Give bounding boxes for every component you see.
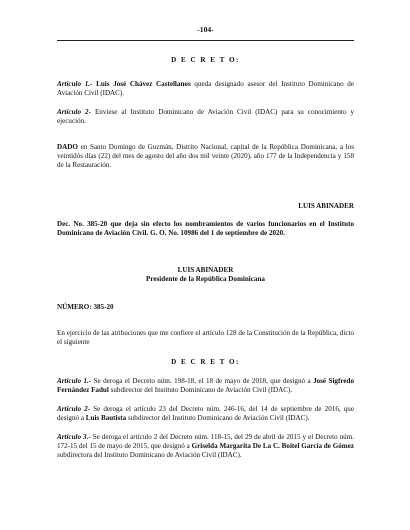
decree-summary: Dec. No. 385-20 que deja sin efecto los nombramientos de varios funcionarios en el Instituto Dominicano de Aviación Civil. G. O. No. 10986 del 1 de septiembre de 2020.	[57, 220, 354, 237]
decree-heading-2: D E C R E T O:	[171, 358, 240, 366]
signature: LUIS ABINADER	[298, 202, 354, 210]
article-text: queda designado asesor del Instituto Dominicano de Aviación Civil (IDAC).	[57, 80, 354, 97]
article-text: Se deroga el Decreto núm. 198-18, el 18 de mayo de 2018, que designó a	[93, 377, 311, 385]
dado-paragraph	[57, 143, 354, 170]
article-text: - Se deroga el artículo 23 del Decreto núm. 246-16, del 14 de septiembre de 2016, que designó a	[57, 405, 355, 422]
article-label: Artículo 2	[57, 108, 89, 116]
article-label: Artículo 1.-	[57, 377, 92, 385]
president-name: LUIS ABINADER	[177, 266, 234, 274]
article-text: - Envíese al Instituto Dominicano de Aviación Civil (IDAC) para su conocimiento y ejecución.	[57, 108, 355, 125]
appointee-name: Luis Bautista	[85, 414, 127, 422]
dado-text: en Santo Domingo de Guzmán, Distrito Nacional, capital de la República Dominicana, a los veintidós días (22) del mes de agosto del año dos mil veinte (2020), año 177 de la Independencia y 158 de la Restauración.	[57, 143, 354, 169]
page-number: -104-	[197, 25, 214, 34]
dado-label: DADO	[57, 143, 78, 151]
article-text: subdirector del Instituto Dominicano de Aviación Civil (IDAC).	[127, 414, 310, 422]
article-3-paragraph-2	[57, 433, 354, 460]
article-1-paragraph-2	[57, 377, 354, 395]
article-label: Artículo 1.-	[57, 80, 93, 88]
header-rule	[57, 40, 354, 41]
decree-heading: D E C R E T O:	[171, 56, 240, 64]
decree-number: NÚMERO: 385-20	[57, 303, 114, 311]
appointee-name: José Sigfredo Fernández Fadul	[57, 377, 354, 394]
preamble: En ejercicio de las atribuciones que me confiere el artículo 128 de la Constitución de la República, dicto el siguiente	[57, 329, 354, 346]
article-label: Artículo 2	[57, 405, 88, 413]
article-2-paragraph-2	[57, 405, 354, 423]
article-text: subdirectora del Instituto Dominicano de Aviación Civil (IDAC).	[57, 451, 242, 459]
article-1-paragraph	[57, 80, 354, 98]
appointee-name: Griselda Margarita De La C. Boitel García de Gómez	[191, 442, 354, 450]
article-text: Se deroga el artículo 2 del Decreto núm. 118-15, del 29 de abril de 2015 y el Decreto núm. 172-15 del 15 de mayo de 2015, que designó a	[57, 433, 354, 450]
president-title: Presidente de la República Dominicana	[146, 275, 265, 283]
appointee-name: Luis José Chávez Castellanos	[96, 80, 191, 88]
article-text: subdirector del Instituto Dominicano de Aviación Civil (IDAC).	[110, 386, 293, 394]
article-label: Artículo 3.-	[57, 433, 91, 441]
article-2-paragraph	[57, 108, 354, 126]
